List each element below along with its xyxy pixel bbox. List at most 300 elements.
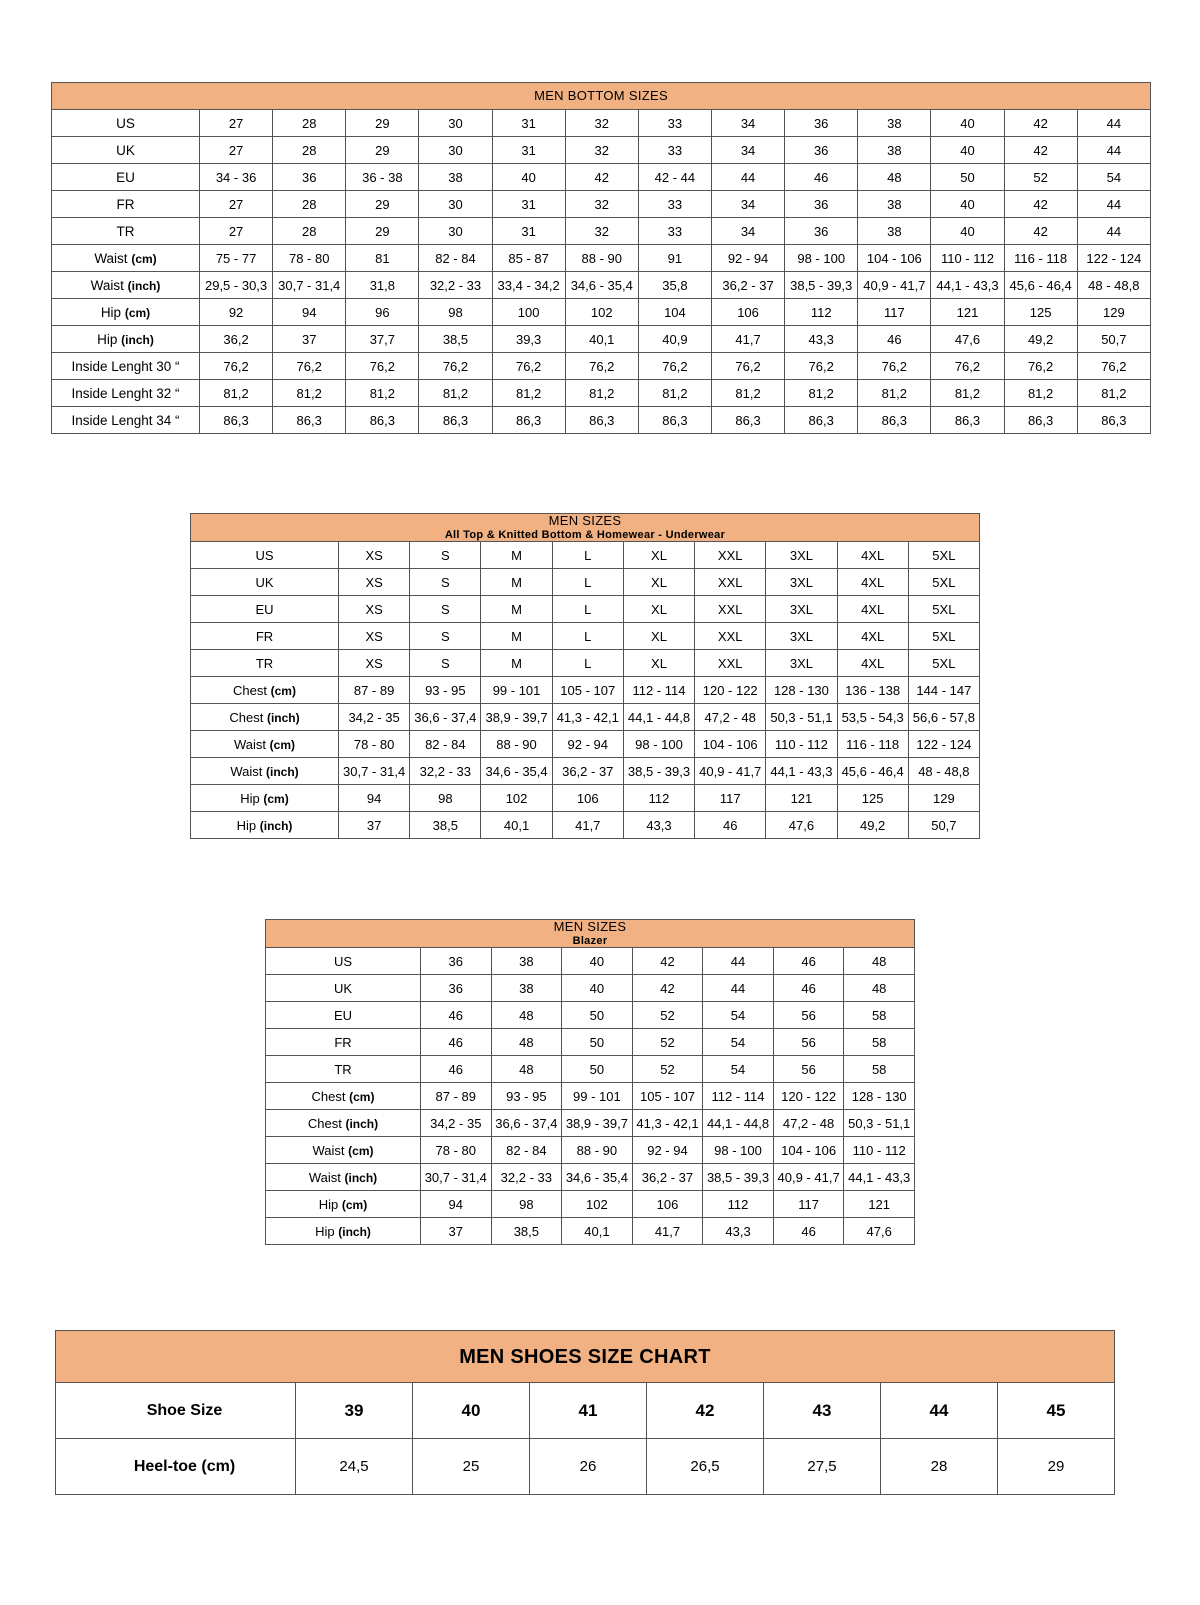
cell: 104 - 106 <box>695 731 766 758</box>
cell: 76,2 <box>346 353 419 380</box>
cell: 49,2 <box>837 812 908 839</box>
cell: 76,2 <box>858 353 931 380</box>
table-row <box>52 191 1151 218</box>
table-row <box>52 326 1151 353</box>
cell: 34 <box>711 110 784 137</box>
cell: XXL <box>695 542 766 569</box>
cell: 104 - 106 <box>858 245 931 272</box>
cell: 33 <box>638 137 711 164</box>
cell: 36 <box>785 137 858 164</box>
cell: 31 <box>492 191 565 218</box>
cell: 58 <box>844 1056 915 1083</box>
row-label-text: Hip <box>97 331 118 347</box>
cell: 76,2 <box>200 353 273 380</box>
cell: 50 <box>562 1002 633 1029</box>
cell: 31,8 <box>346 272 419 299</box>
cell: 34 <box>711 191 784 218</box>
cell: 29 <box>346 137 419 164</box>
cell: 48 <box>844 975 915 1002</box>
table-row <box>191 731 980 758</box>
cell: 30,7 - 31,4 <box>339 758 410 785</box>
row-label-unit: (cm) <box>349 1089 375 1104</box>
row-label <box>52 326 200 353</box>
table-row <box>191 704 980 731</box>
cell: 33 <box>638 110 711 137</box>
cell: 44,1 - 44,8 <box>623 704 694 731</box>
cell: 86,3 <box>858 407 931 434</box>
cell: 93 - 95 <box>491 1083 562 1110</box>
cell: 44 <box>703 948 774 975</box>
cell: 52 <box>632 1056 703 1083</box>
row-label-text: Chest <box>311 1088 346 1104</box>
cell: 76,2 <box>419 353 492 380</box>
cell: 30,7 - 31,4 <box>421 1164 492 1191</box>
cell: 81,2 <box>1004 380 1077 407</box>
cell: 40 <box>413 1383 530 1439</box>
cell: 38,5 - 39,3 <box>703 1164 774 1191</box>
cell: 37 <box>339 812 410 839</box>
cell: 27 <box>200 218 273 245</box>
row-label: FR <box>52 191 200 218</box>
cell: 38 <box>858 218 931 245</box>
cell: 4XL <box>837 569 908 596</box>
cell: 46 <box>785 164 858 191</box>
cell: 42 <box>647 1383 764 1439</box>
table-title-row <box>191 514 980 542</box>
cell: 25 <box>413 1439 530 1495</box>
cell: 30 <box>419 218 492 245</box>
cell: 102 <box>565 299 638 326</box>
cell: 38 <box>858 191 931 218</box>
cell: 34 <box>711 218 784 245</box>
row-label <box>191 677 339 704</box>
cell: 102 <box>562 1191 633 1218</box>
cell: 42 - 44 <box>638 164 711 191</box>
cell: 24,5 <box>296 1439 413 1495</box>
row-label <box>191 704 339 731</box>
cell: 86,3 <box>273 407 346 434</box>
table-title-row <box>266 920 915 948</box>
cell: 76,2 <box>638 353 711 380</box>
cell: 50 <box>931 164 1004 191</box>
table-row <box>52 137 1151 164</box>
cell: 86,3 <box>1004 407 1077 434</box>
cell: XL <box>623 623 694 650</box>
cell: 30 <box>419 110 492 137</box>
cell: 78 - 80 <box>339 731 410 758</box>
table-men-sizes-blazer <box>265 919 915 1245</box>
cell: 34,2 - 35 <box>339 704 410 731</box>
row-label-unit: (cm) <box>269 737 295 752</box>
cell: 46 <box>773 975 844 1002</box>
cell: 38,9 - 39,7 <box>481 704 552 731</box>
cell: 100 <box>492 299 565 326</box>
row-label: UK <box>191 569 339 596</box>
cell: 3XL <box>766 542 837 569</box>
cell: 40 <box>931 218 1004 245</box>
cell: 128 - 130 <box>766 677 837 704</box>
cell: 29 <box>346 218 419 245</box>
cell: 28 <box>273 218 346 245</box>
cell: 86,3 <box>931 407 1004 434</box>
cell: 41,3 - 42,1 <box>552 704 623 731</box>
cell: 54 <box>703 1029 774 1056</box>
cell: 50 <box>562 1029 633 1056</box>
cell: 88 - 90 <box>481 731 552 758</box>
table-row <box>52 164 1151 191</box>
cell: 54 <box>703 1002 774 1029</box>
cell: 31 <box>492 137 565 164</box>
cell: 34 - 36 <box>200 164 273 191</box>
cell: 86,3 <box>492 407 565 434</box>
cell: 36 <box>785 218 858 245</box>
row-label <box>266 1083 421 1110</box>
cell: 112 - 114 <box>623 677 694 704</box>
cell: XS <box>339 596 410 623</box>
table-row <box>52 272 1151 299</box>
cell: 4XL <box>837 596 908 623</box>
cell: 36 - 38 <box>346 164 419 191</box>
cell: XS <box>339 569 410 596</box>
cell: 44 <box>711 164 784 191</box>
row-label-unit: (inch) <box>266 710 300 725</box>
row-label-text: Hip <box>315 1223 335 1239</box>
cell: 87 - 89 <box>339 677 410 704</box>
table-row <box>266 1110 915 1137</box>
cell: 81,2 <box>858 380 931 407</box>
cell: 112 <box>785 299 858 326</box>
cell: 92 - 94 <box>632 1137 703 1164</box>
cell: 81,2 <box>419 380 492 407</box>
cell: 58 <box>844 1002 915 1029</box>
row-label-text: Waist <box>94 250 128 266</box>
cell: 98 - 100 <box>703 1137 774 1164</box>
cell: S <box>410 596 481 623</box>
cell: 27 <box>200 191 273 218</box>
cell: 44,1 - 43,3 <box>844 1164 915 1191</box>
cell: XL <box>623 542 694 569</box>
table-row <box>191 677 980 704</box>
table-subtitle: All Top & Knitted Bottom & Homewear - Underwear <box>444 529 726 542</box>
row-label: FR <box>191 623 339 650</box>
cell: 38,5 <box>419 326 492 353</box>
row-label: TR <box>266 1056 421 1083</box>
cell: 112 - 114 <box>703 1083 774 1110</box>
cell: 40 <box>562 948 633 975</box>
cell: 106 <box>552 785 623 812</box>
cell: 81,2 <box>565 380 638 407</box>
cell: 56,6 - 57,8 <box>908 704 979 731</box>
cell: 40,9 - 41,7 <box>695 758 766 785</box>
cell: 47,6 <box>931 326 1004 353</box>
cell: 44,1 - 43,3 <box>931 272 1004 299</box>
cell: 54 <box>703 1056 774 1083</box>
cell: 45,6 - 46,4 <box>1004 272 1077 299</box>
cell: 117 <box>858 299 931 326</box>
cell: 47,6 <box>766 812 837 839</box>
row-label-unit: (cm) <box>263 791 289 806</box>
cell: 81 <box>346 245 419 272</box>
row-label-text: Hip <box>240 790 260 806</box>
cell: 36,2 - 37 <box>632 1164 703 1191</box>
row-label-text: Hip <box>318 1196 339 1212</box>
cell: 4XL <box>837 542 908 569</box>
row-label-unit: (inch) <box>338 1224 371 1239</box>
cell: 37 <box>273 326 346 353</box>
cell: 27,5 <box>764 1439 881 1495</box>
cell: 47,2 - 48 <box>773 1110 844 1137</box>
row-label-unit: (inch) <box>259 818 293 833</box>
cell: 99 - 101 <box>562 1083 633 1110</box>
table-row <box>191 758 980 785</box>
cell: 98 <box>410 785 481 812</box>
cell: 81,2 <box>200 380 273 407</box>
cell: L <box>552 596 623 623</box>
cell: S <box>410 569 481 596</box>
cell: S <box>410 623 481 650</box>
cell: 30,7 - 31,4 <box>273 272 346 299</box>
cell: 44 <box>1077 137 1150 164</box>
cell: 45 <box>998 1383 1115 1439</box>
row-label-text: Waist <box>90 277 124 293</box>
cell: 136 - 138 <box>837 677 908 704</box>
cell: 117 <box>773 1191 844 1218</box>
row-label <box>266 1218 421 1245</box>
table-title-row <box>52 83 1151 110</box>
cell: XS <box>339 542 410 569</box>
cell: XL <box>623 650 694 677</box>
table-men-bottom-sizes <box>51 82 1151 434</box>
cell: 36,2 - 37 <box>552 758 623 785</box>
cell: 98 <box>491 1191 562 1218</box>
cell: 144 - 147 <box>908 677 979 704</box>
row-label <box>191 731 339 758</box>
cell: 32 <box>565 137 638 164</box>
cell: 82 - 84 <box>410 731 481 758</box>
cell: 121 <box>931 299 1004 326</box>
row-label-text: Chest <box>307 1115 342 1131</box>
cell: 106 <box>711 299 784 326</box>
cell: 93 - 95 <box>410 677 481 704</box>
cell: 76,2 <box>565 353 638 380</box>
cell: 36,2 - 37 <box>711 272 784 299</box>
cell: 5XL <box>908 542 979 569</box>
row-label: Heel-toe (cm) <box>56 1439 296 1495</box>
cell: 46 <box>773 1218 844 1245</box>
cell: 42 <box>1004 191 1077 218</box>
cell: 104 - 106 <box>773 1137 844 1164</box>
table-row <box>52 218 1151 245</box>
row-label: UK <box>52 137 200 164</box>
cell: 81,2 <box>273 380 346 407</box>
cell: 81,2 <box>638 380 711 407</box>
cell: 38 <box>858 110 931 137</box>
cell: 98 <box>419 299 492 326</box>
cell: 40 <box>562 975 633 1002</box>
cell: 129 <box>908 785 979 812</box>
cell: M <box>481 542 552 569</box>
cell: 50,3 - 51,1 <box>844 1110 915 1137</box>
cell: 46 <box>421 1002 492 1029</box>
cell: 29,5 - 30,3 <box>200 272 273 299</box>
cell: 38,5 - 39,3 <box>785 272 858 299</box>
cell: L <box>552 650 623 677</box>
cell: 102 <box>481 785 552 812</box>
table-title: MEN SHOES SIZE CHART <box>56 1331 1115 1383</box>
cell: M <box>481 623 552 650</box>
row-label: US <box>52 110 200 137</box>
cell: 36,6 - 37,4 <box>491 1110 562 1137</box>
row-label-unit: (inch) <box>344 1170 378 1185</box>
row-label-unit: (cm) <box>131 251 157 266</box>
cell: 32 <box>565 191 638 218</box>
cell: 121 <box>766 785 837 812</box>
cell: 48 <box>858 164 931 191</box>
cell: 112 <box>623 785 694 812</box>
row-label-text: Waist <box>308 1169 341 1185</box>
row-label <box>52 245 200 272</box>
cell: 30 <box>419 137 492 164</box>
cell: 105 - 107 <box>552 677 623 704</box>
row-label-unit: (inch) <box>265 764 299 779</box>
cell: 50 <box>562 1056 633 1083</box>
cell: 86,3 <box>638 407 711 434</box>
cell: 40,1 <box>562 1218 633 1245</box>
cell: 76,2 <box>492 353 565 380</box>
cell: 46 <box>773 948 844 975</box>
cell: 56 <box>773 1002 844 1029</box>
table-row <box>52 110 1151 137</box>
table-row <box>56 1439 1115 1495</box>
cell: 36 <box>421 975 492 1002</box>
cell: 43 <box>764 1383 881 1439</box>
table-row <box>266 948 915 975</box>
cell: 76,2 <box>785 353 858 380</box>
table-row <box>266 1083 915 1110</box>
cell: L <box>552 542 623 569</box>
cell: 37,7 <box>346 326 419 353</box>
cell: 105 - 107 <box>632 1083 703 1110</box>
table-title-text: MEN SIZES <box>553 919 627 934</box>
row-label <box>191 785 339 812</box>
cell: 43,3 <box>623 812 694 839</box>
cell: 3XL <box>766 596 837 623</box>
table-row <box>191 569 980 596</box>
cell: 43,3 <box>703 1218 774 1245</box>
cell: 54 <box>1077 164 1150 191</box>
table-title-row <box>56 1331 1115 1383</box>
cell: 50,7 <box>1077 326 1150 353</box>
cell: 125 <box>837 785 908 812</box>
cell: 75 - 77 <box>200 245 273 272</box>
cell: 5XL <box>908 650 979 677</box>
row-label <box>266 1191 421 1218</box>
cell: 81,2 <box>1077 380 1150 407</box>
cell: 86,3 <box>1077 407 1150 434</box>
cell: XS <box>339 650 410 677</box>
cell: M <box>481 569 552 596</box>
table-men-shoes-size-chart <box>55 1330 1115 1495</box>
cell: 33 <box>638 191 711 218</box>
cell: 38 <box>491 948 562 975</box>
cell: 88 - 90 <box>565 245 638 272</box>
table-row <box>266 1029 915 1056</box>
cell: XXL <box>695 569 766 596</box>
cell: 86,3 <box>565 407 638 434</box>
cell: 38,5 - 39,3 <box>623 758 694 785</box>
table-men-sizes-tops <box>190 513 980 839</box>
cell: 129 <box>1077 299 1150 326</box>
cell: 39,3 <box>492 326 565 353</box>
cell: 42 <box>565 164 638 191</box>
cell: 116 - 118 <box>837 731 908 758</box>
cell: 42 <box>1004 110 1077 137</box>
cell: 36 <box>785 191 858 218</box>
cell: 26,5 <box>647 1439 764 1495</box>
cell: 29 <box>346 191 419 218</box>
row-label <box>52 272 200 299</box>
table-row <box>191 785 980 812</box>
table-row <box>266 975 915 1002</box>
cell: 110 - 112 <box>844 1137 915 1164</box>
cell: 32 <box>565 218 638 245</box>
row-label: UK <box>266 975 421 1002</box>
cell: 91 <box>638 245 711 272</box>
cell: 52 <box>632 1029 703 1056</box>
cell: S <box>410 542 481 569</box>
cell: 116 - 118 <box>1004 245 1077 272</box>
cell: 120 - 122 <box>773 1083 844 1110</box>
cell: 32,2 - 33 <box>491 1164 562 1191</box>
cell: 38 <box>491 975 562 1002</box>
cell: 36,2 <box>200 326 273 353</box>
row-label: US <box>191 542 339 569</box>
cell: 128 - 130 <box>844 1083 915 1110</box>
cell: 87 - 89 <box>421 1083 492 1110</box>
cell: 50,7 <box>908 812 979 839</box>
cell: 122 - 124 <box>1077 245 1150 272</box>
cell: 48 - 48,8 <box>1077 272 1150 299</box>
cell: 34 <box>711 137 784 164</box>
cell: L <box>552 569 623 596</box>
cell: 34,6 - 35,4 <box>562 1164 633 1191</box>
table-row <box>52 299 1151 326</box>
cell: 31 <box>492 110 565 137</box>
cell: 34,2 - 35 <box>421 1110 492 1137</box>
cell: 56 <box>773 1029 844 1056</box>
cell: 44 <box>881 1383 998 1439</box>
cell: L <box>552 623 623 650</box>
cell: 48 <box>491 1002 562 1029</box>
row-label <box>266 1137 421 1164</box>
cell: 40 <box>931 110 1004 137</box>
row-label <box>191 758 339 785</box>
cell: 42 <box>1004 137 1077 164</box>
cell: 81,2 <box>492 380 565 407</box>
cell: 44,1 - 43,3 <box>766 758 837 785</box>
cell: 35,8 <box>638 272 711 299</box>
cell: 34,6 - 35,4 <box>481 758 552 785</box>
cell: 76,2 <box>711 353 784 380</box>
cell: 76,2 <box>273 353 346 380</box>
cell: 45,6 - 46,4 <box>837 758 908 785</box>
table-row <box>52 245 1151 272</box>
table-title: MEN BOTTOM SIZES <box>52 83 1151 110</box>
cell: XL <box>623 569 694 596</box>
cell: 41,3 - 42,1 <box>632 1110 703 1137</box>
table-row <box>266 1137 915 1164</box>
row-label <box>266 1164 421 1191</box>
